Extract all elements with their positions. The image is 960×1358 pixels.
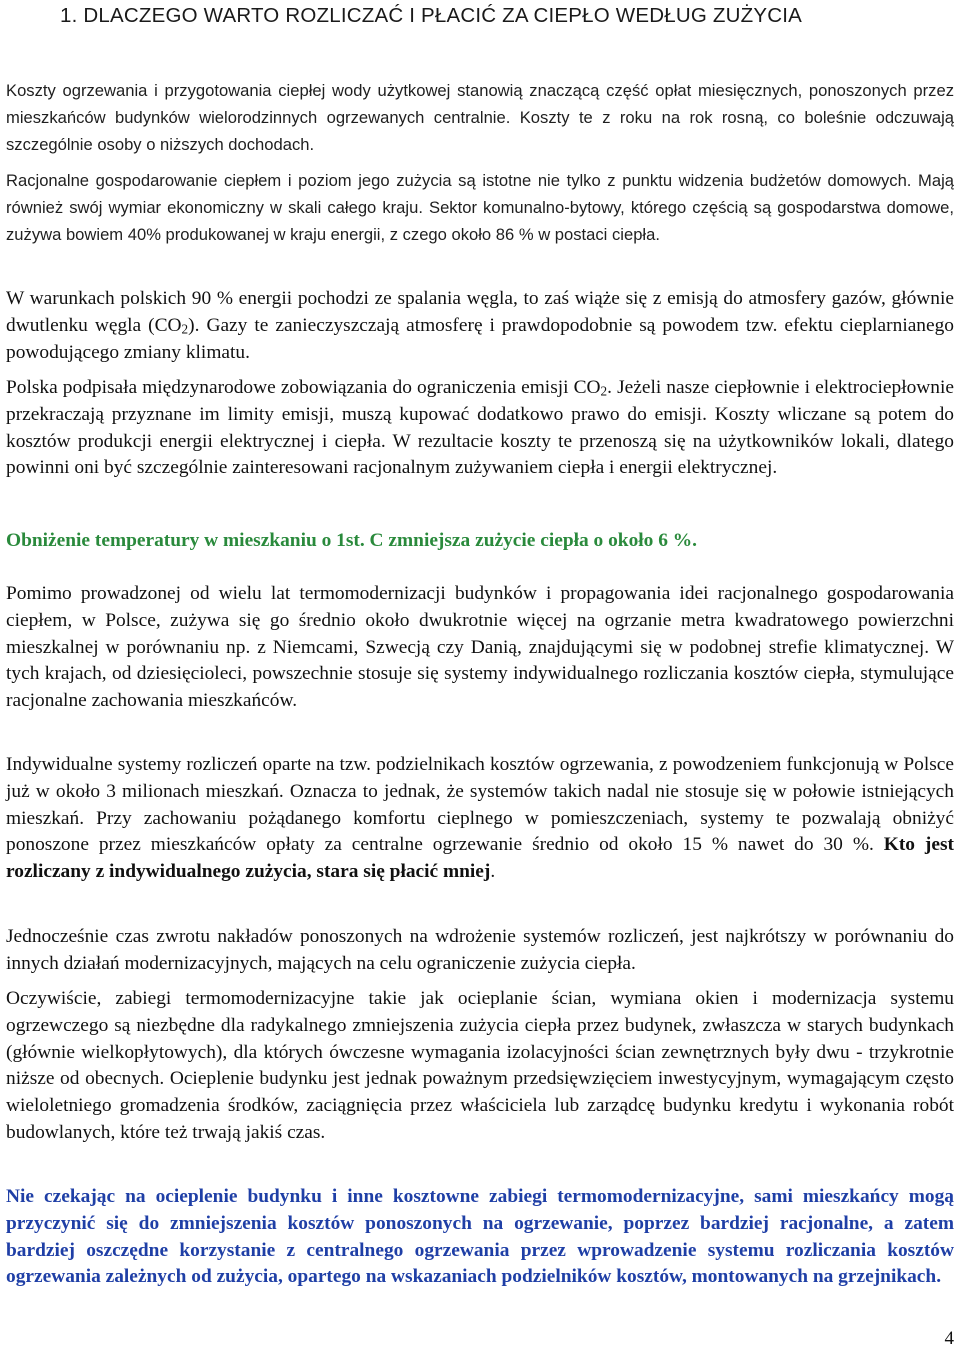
paragraph-rational-heat: Racjonalne gospodarowanie ciepłem i poziom jego zużycia są istotne nie tylko z punktu widzenia budżetów domowych. Mają również swój wymiar ekonomiczny w skali całego kraju. Sektor komunalno-bytowy, którego częścią są gospodarstwa domowe, zużywa bowiem 40% produkowanej w kraju energii, z czego około 86 % w postaci ciepła. (6, 171, 954, 244)
paragraph-end-punctuation: . (490, 861, 496, 883)
document-page (6, 0, 954, 1358)
paragraph-coal-emissions-text: W warunkach polskich 90 % energii pochodzi ze spalania węgla, to zaś wiąże się z emisją do atmosfery gazów, głównie dwutlenku węgla (CO (6, 288, 954, 336)
paragraph-individual-systems (6, 752, 954, 886)
paragraph-emission-limits-text-2: . Jeżeli nasze ciepłownie i elektrociepłownie przekraczają przyznane im limity emisji, muszą kupować dodatkowo prawo do emisji. Koszty wliczane są potem do kosztów produkcji energii elektrycznej i ciepła. W rezultacie koszty te przenoszą się na użytkowników lokali, dlatego powinni oni być szczególnie zainteresowani racjonalnym zużywaniem ciepła i energii elektrycznej. (6, 377, 954, 479)
section-heading: 1. DLACZEGO WARTO ROZLICZAĆ I PŁACIĆ ZA CIEPŁO WEDŁUG ZUŻYCIA (60, 4, 802, 27)
highlight-temperature-tip: Obniżenie temperatury w mieszkaniu o 1st. C zmniejsza zużycie ciepła o około 6 %. (6, 530, 697, 551)
subscript-2: 2 (600, 383, 608, 399)
paragraph-coal-emissions-text-2: ). Gazy te zanieczyszczają atmosferę i prawdopodobnie są powodem tzw. efektu cieplarnianego powodującego zmiany klimatu. (6, 314, 955, 363)
paragraph-payback-time: Jednocześnie czas zwrotu nakładów ponoszonych na wdrożenie systemów rozliczeń, jest najkrótszy w porównaniu do innych działań modernizacyjnych, mających na celu ograniczenie zużycia ciepła. (6, 926, 954, 974)
paragraph-costs: Koszty ogrzewania i przygotowania ciepłej wody użytkowej stanowią znaczącą część opłat miesięcznych, ponoszonych przez mieszkańców budynków wielorodzinnych ogrzewanych centralnie. Koszty te z roku na rok rosną, co boleśnie odczuwają szczególnie osoby o niższych dochodach. (6, 81, 954, 154)
highlight-call-to-action: Nie czekając na ocieplenie budynku i inne kosztowne zabiegi termomodernizacyjne, sami mieszkańcy mogą przyczynić się do zmniejszenia kosztów ponoszonych na ogrzewanie, poprzez bardziej racjonalne, a zatem bardziej oszczędne korzystanie z centralnego ogrzewania przez wprowadzenie systemu rozliczania kosztów ogrzewania zależnych od zużycia, opartego na wskazaniach podzielników kosztów, montowanych na grzejnikach. (6, 1186, 954, 1288)
bold-statement: Kto jest rozliczany z indywidualnego zużycia, stara się płacić mniej (6, 834, 954, 883)
page-number: 4 (944, 1328, 954, 1349)
paragraph-emission-limits (6, 375, 954, 482)
paragraph-thermomodernization: Pomimo prowadzonej od wielu lat termomodernizacji budynków i propagowania idei racjonalnego gospodarowania ciepłem, w Polsce, zużywa się go średnio około dwukrotnie więcej na ogrzanie metra kwadratowego powierzchni mieszkalnej w porównaniu np. z Niemcami, Szwecją czy Danią, znajdującymi się w podobnej strefie klimatycznej. W tych krajach, od dziesięcioleci, powszechnie stosuje się systemy indywidualnego rozliczania kosztów ciepła, stymulujące racjonalne zachowania mieszkańców. (6, 583, 954, 712)
paragraph-coal-emissions (6, 286, 954, 366)
subscript-2: 2 (181, 321, 189, 337)
paragraph-emission-limits-text: Polska podpisała międzynarodowe zobowiązania do ograniczenia emisji CO (6, 377, 601, 398)
paragraph-insulation: Oczywiście, zabiegi termomodernizacyjne takie jak ocieplanie ścian, wymiana okien i modernizacja systemu ogrzewczego są niezbędne dla radykalnego zmniejszenia zużycia ciepła przez budynek, zwłaszcza w starych budynkach (głównie wielkopłytowych), dla których ówczesne wymagania izolacyjności ścian zewnętrznych były dwu - trzykrotnie niższe od obecnych. Ocieplenie budynku jest jednak poważnym przedsięwzięciem inwestycyjnym, wymagającym często wieloletniego gromadzenia środków, zaciągnięcia przez właściciela lub zarządcę budynku kredytu i wykonania robót budowlanych, które też trwają jakiś czas. (6, 988, 954, 1143)
paragraph-individual-systems-text: Indywidualne systemy rozliczeń oparte na tzw. podzielnikach kosztów ogrzewania, z powodzeniem funkcjonują w Polsce już w około 3 milionach mieszkań. Oznacza to jednak, że systemów takich nadal nie stosuje się w połowie istniejących mieszkań. Przy zachowaniu pożądanego komfortu cieplnego w pomieszczeniach, systemy te pozwalają obniżyć ponoszone przez mieszkańców opłaty za centralne ogrzewanie średnio od około 15 % nawet do 30 %. (6, 754, 954, 856)
